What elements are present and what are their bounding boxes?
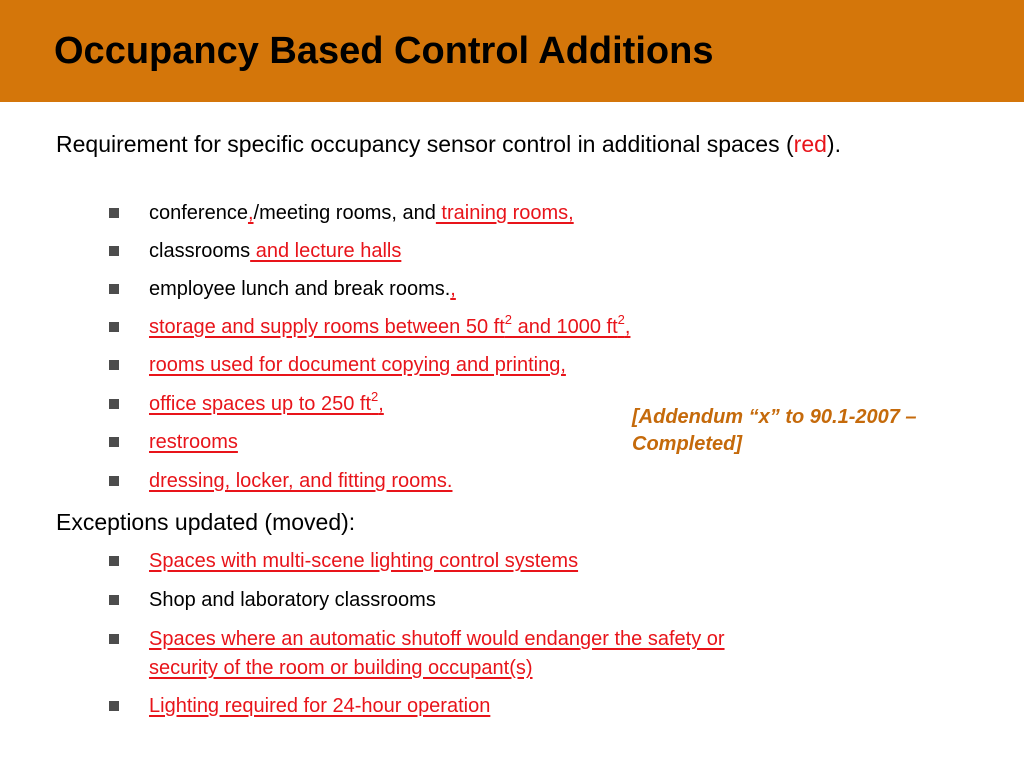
addendum-note: [Addendum “x” to 90.1-2007 – Completed]	[632, 406, 917, 455]
slide-title: Occupancy Based Control Additions	[54, 30, 714, 72]
list-item-conference	[149, 199, 939, 228]
square-bullet-icon	[109, 701, 119, 711]
item-added-text: Spaces where an automatic shutoff would endanger the safety or	[149, 628, 725, 650]
requirement-text: Requirement for specific occupancy sensor control in additional spaces (	[56, 131, 794, 157]
item-added-text: and lecture halls	[250, 240, 402, 262]
list-item-dressing	[149, 467, 939, 496]
requirement-paragraph	[56, 131, 1018, 158]
square-bullet-icon	[109, 246, 119, 256]
item-added-text: security of the room or building occupant(s)	[149, 657, 533, 679]
item-text: conference	[149, 202, 248, 224]
square-bullet-icon	[109, 634, 119, 644]
item-added-text: restrooms	[149, 431, 238, 453]
item-added-text: Spaces with multi-scene lighting control systems	[149, 550, 579, 572]
item-added-text: training rooms,	[435, 202, 574, 224]
exception-item-shutoff	[149, 625, 939, 683]
item-text: Shop and laboratory classrooms	[149, 589, 436, 611]
square-bullet-icon	[109, 208, 119, 218]
list-item-copying	[149, 351, 939, 380]
square-bullet-icon	[109, 284, 119, 294]
item-inserted-comma: ,	[247, 202, 254, 224]
square-bullet-icon	[109, 437, 119, 447]
item-text: and 1000 ft	[512, 316, 618, 338]
exceptions-heading: Exceptions updated (moved):	[56, 509, 356, 535]
item-text: office spaces up to 250 ft	[149, 393, 372, 415]
exception-item-multi-scene	[149, 547, 939, 576]
list-item-storage	[149, 313, 939, 342]
square-bullet-icon	[109, 399, 119, 409]
square-bullet-icon	[109, 360, 119, 370]
item-added-text: Lighting required for 24-hour operation	[149, 695, 491, 717]
requirement-suffix: ).	[826, 131, 841, 157]
item-text: storage and supply rooms between 50 ft	[149, 316, 505, 338]
superscript: 2	[617, 312, 625, 328]
square-bullet-icon	[109, 476, 119, 486]
item-text: employee lunch and break rooms.	[149, 278, 451, 300]
item-added-text: rooms used for document copying and printing,	[149, 354, 566, 376]
list-item-classrooms	[149, 237, 939, 266]
requirement-red-word: red	[793, 131, 827, 157]
superscript: 2	[371, 389, 379, 405]
item-text: ,	[624, 316, 631, 338]
square-bullet-icon	[109, 322, 119, 332]
exception-item-shop	[149, 586, 939, 615]
item-text: /meeting rooms, and	[253, 202, 436, 224]
list-item-lunch	[149, 275, 939, 304]
item-text: ,	[378, 393, 384, 415]
square-bullet-icon	[109, 595, 119, 605]
item-text: classrooms	[149, 240, 251, 262]
item-added-text: dressing, locker, and fitting rooms.	[149, 470, 453, 492]
square-bullet-icon	[109, 556, 119, 566]
item-inserted-comma: ,	[450, 278, 456, 300]
superscript: 2	[504, 312, 513, 328]
exception-item-24-hour	[149, 692, 939, 721]
